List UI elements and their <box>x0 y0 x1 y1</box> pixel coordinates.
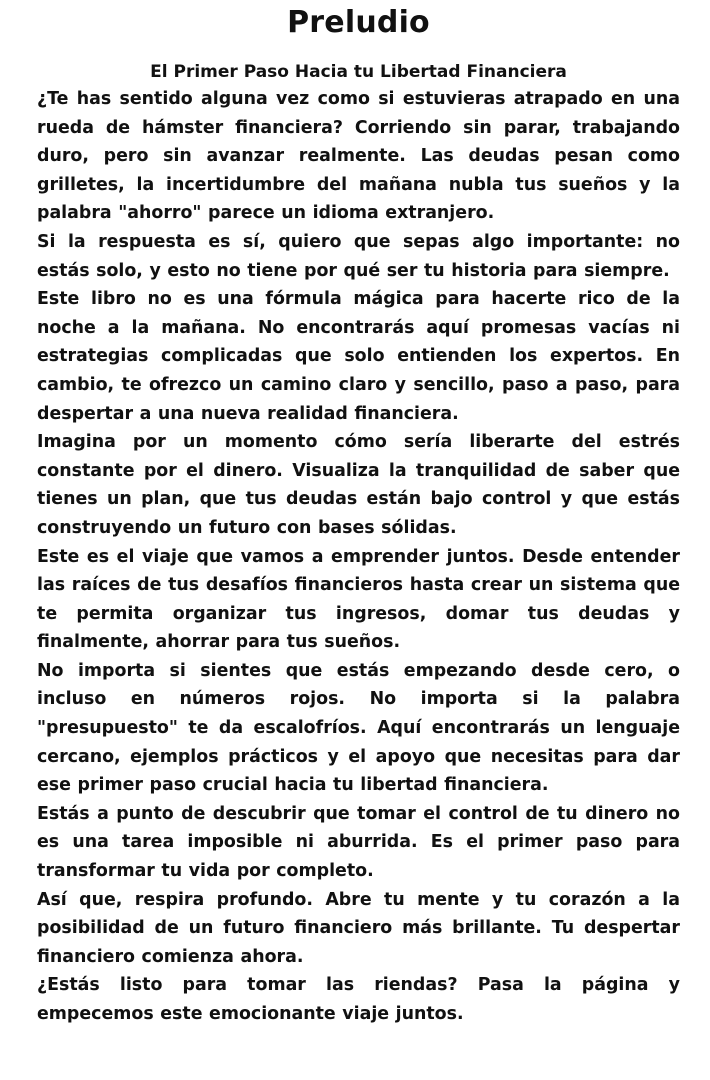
paragraph-2: Si la respuesta es sí, quiero que sepas algo importante: no estás solo, y esto no tiene por qué ser tu historia para siempre. <box>37 231 680 281</box>
paragraph-5: Este es el viaje que vamos a emprender juntos. Desde entender las raíces de tus desafíos financieros hasta crear un sistema que te permita organizar tus ingresos, domar tus deudas y finalmente, ahorrar para tus sueños. <box>37 546 680 653</box>
body-text <box>37 85 680 1029</box>
paragraph-7: Estás a punto de descubrir que tomar el control de tu dinero no es una tarea imposible ni aburrida. Es el primer paso para transformar tu vida por completo. <box>37 803 680 882</box>
paragraph-1: ¿Te has sentido alguna vez como si estuvieras atrapado en una rueda de hámster financiera? Corriendo sin parar, trabajando duro, pero sin avanzar realmente. Las deudas pesan como grilletes, la incertidumbre del mañana nubla tus sueños y la palabra "ahorro" parece un idioma extranjero. <box>37 89 680 224</box>
paragraph-4: Imagina por un momento cómo sería liberarte del estrés constante por el dinero. Visualiza la tranquilidad de saber que tienes un plan, que tus deudas están bajo control y que estás construyendo un futuro con bases sólidas. <box>37 432 680 538</box>
page-subtitle: El Primer Paso Hacia tu Libertad Financiera <box>150 62 567 82</box>
paragraph-6: No importa si sientes que estás empezando desde cero, o incluso en números rojos. No importa si la palabra "presupuesto" te da escalofríos. Aquí encontrarás un lenguaje cercano, ejemplos prácticos y el apoyo que necesitas para dar ese primer paso crucial hacia tu libertad financiera. <box>37 660 680 796</box>
paragraph-9: ¿Estás listo para tomar las riendas? Pasa la página y empecemos este emocionante viaje juntos. <box>37 975 680 1024</box>
paragraph-3: Este libro no es una fórmula mágica para hacerte rico de la noche a la mañana. No encontrarás aquí promesas vacías ni estrategias complicadas que solo entienden los expertos. En cambio, te ofrezco un camino claro y sencillo, paso a paso, para despertar a una nueva realidad financiera. <box>37 289 680 424</box>
paragraph-8: Así que, respira profundo. Abre tu mente y tu corazón a la posibilidad de un futuro financiero más brillante. Tu despertar financiero comienza ahora. <box>37 889 680 967</box>
page-title: Preludio <box>287 5 430 40</box>
